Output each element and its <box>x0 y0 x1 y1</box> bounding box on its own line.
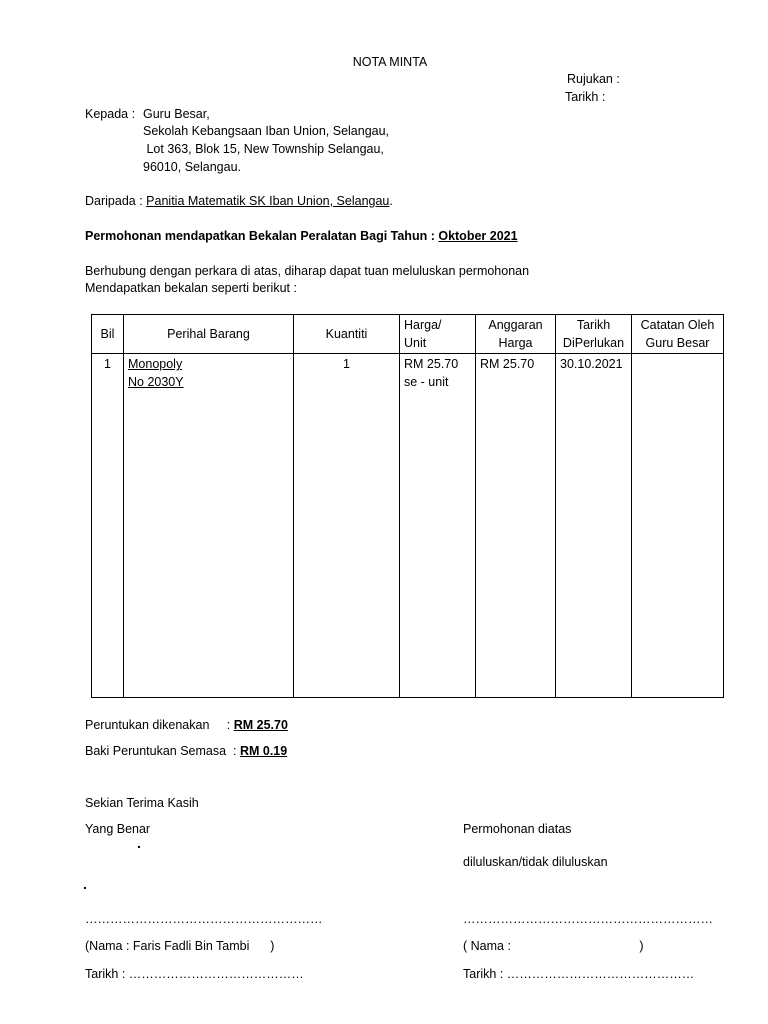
permohonan-value: Oktober 2021 <box>438 229 518 243</box>
header-bil: Bil <box>92 315 124 354</box>
body-text-line: Mendapatkan bekalan seperti berikut : <box>85 281 297 295</box>
document-title: NOTA MINTA <box>352 55 428 69</box>
name-left: (Nama : Faris Fadli Bin Tambi ) <box>85 939 275 953</box>
request-table <box>91 314 724 698</box>
daripada-suffix: . <box>389 194 393 208</box>
baki-label: Baki Peruntukan Semasa : <box>85 744 237 758</box>
body-text-line: Berhubung dengan perkara di atas, diharap dapat tuan meluluskan permohonan <box>85 264 530 278</box>
closing-text: Sekian Terima Kasih <box>85 796 199 810</box>
signature-line-left: ………………………………………………… <box>85 912 323 926</box>
address-line: Guru Besar, <box>143 107 210 121</box>
name-right: ( Nama : ) <box>463 939 644 953</box>
address-line: Lot 363, Blok 15, New Township Selangau, <box>143 142 384 156</box>
header-harga-unit: Harga/ Unit <box>400 315 476 354</box>
permohonan-label: Permohonan mendapatkan Bekalan Peralatan Bagi Tahun : <box>85 229 435 243</box>
header-tarikh-diperlukan: Tarikh DiPerlukan <box>556 315 632 354</box>
cell-harga-unit: RM 25.70 se - unit <box>400 354 476 698</box>
address-line: 96010, Selangau. <box>143 160 242 174</box>
rujukan-label: Rujukan : <box>567 72 620 86</box>
peruntukan-line <box>85 718 288 732</box>
tarikh-label: Tarikh : <box>565 90 606 104</box>
dot-mark: . <box>137 835 141 851</box>
approval-heading: Permohonan diatas <box>463 822 572 836</box>
cell-catatan <box>632 354 724 698</box>
peruntukan-label: Peruntukan dikenakan : <box>85 718 231 732</box>
baki-line <box>85 744 287 758</box>
header-anggaran-harga: Anggaran Harga <box>476 315 556 354</box>
approval-status: diluluskan/tidak diluluskan <box>463 855 608 869</box>
table-row <box>92 354 724 698</box>
cell-perihal-barang: Monopoly No 2030Y <box>124 354 294 698</box>
permohonan-line <box>85 229 518 243</box>
cell-tarikh-diperlukan: 30.10.2021 <box>556 354 632 698</box>
yang-benar: Yang Benar <box>85 822 151 836</box>
baki-value: RM 0.19 <box>239 744 288 758</box>
dot-mark: . <box>83 876 87 892</box>
header-catatan: Catatan Oleh Guru Besar <box>632 315 724 354</box>
header-kuantiti: Kuantiti <box>294 315 400 354</box>
cell-anggaran-harga: RM 25.70 <box>476 354 556 698</box>
daripada-value: Panitia Matematik SK Iban Union, Selangau <box>146 194 390 208</box>
address-line: Sekolah Kebangsaan Iban Union, Selangau, <box>143 124 390 138</box>
cell-bil: 1 <box>92 354 124 698</box>
signature-line-right: …………………………………………………… <box>463 912 713 926</box>
date-right: Tarikh : ……………………………………… <box>463 967 695 981</box>
peruntukan-value: RM 25.70 <box>233 718 288 732</box>
cell-kuantiti: 1 <box>294 354 400 698</box>
daripada-line <box>85 194 393 208</box>
header-perihal-barang: Perihal Barang <box>124 315 294 354</box>
table-header-row <box>92 315 724 354</box>
date-left: Tarikh : …………………………………… <box>85 967 304 981</box>
kepada-label: Kepada : <box>85 107 136 121</box>
daripada-label: Daripada : <box>85 194 143 208</box>
